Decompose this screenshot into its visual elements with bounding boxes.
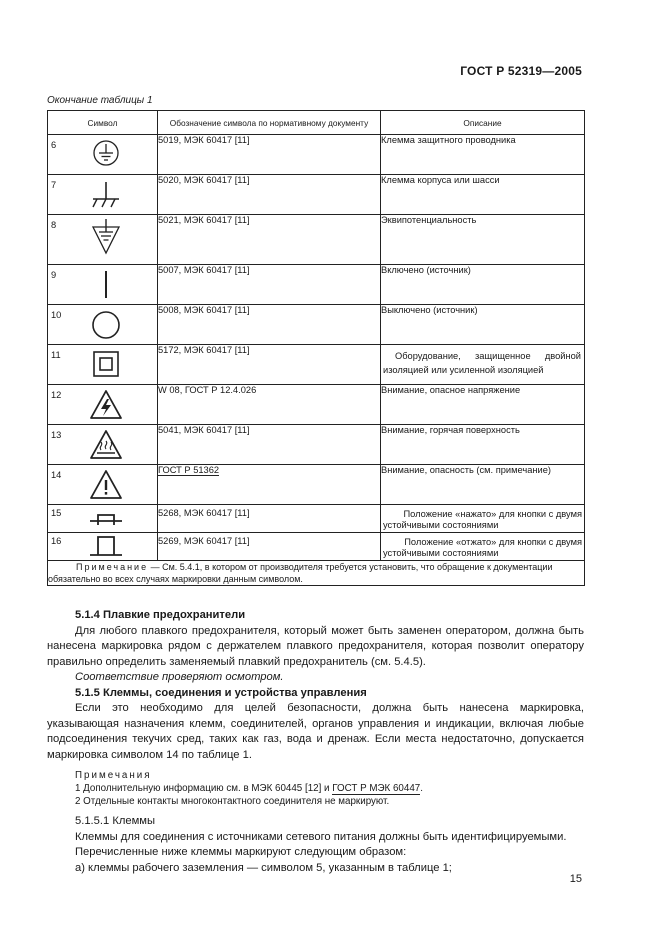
row-number: 10 <box>51 310 62 320</box>
high-voltage-warning-icon <box>88 389 124 421</box>
reference-cell: 5020, МЭК 60417 [11] <box>158 175 381 215</box>
note-item <box>47 782 584 795</box>
button-released-icon <box>88 534 124 558</box>
table-row <box>48 465 585 505</box>
description-cell: Клемма корпуса или шасси <box>381 175 585 215</box>
power-on-icon <box>88 269 124 301</box>
table-row <box>48 215 585 265</box>
double-insulation-icon <box>88 349 124 381</box>
protective-earth-icon <box>88 139 124 171</box>
reference-cell: 5021, МЭК 60417 [11] <box>158 215 381 265</box>
table-row <box>48 505 585 533</box>
row-number: 12 <box>51 390 62 400</box>
header-reference: Обозначение символа по нормативному документу <box>158 111 381 135</box>
row-number: 9 <box>51 270 57 280</box>
table-caption: Окончание таблицы 1 <box>47 95 153 106</box>
reference-cell: 5008, МЭК 60417 [11] <box>158 305 381 345</box>
list-item: а) клеммы рабочего заземления — символом 5, указанным в таблице 1; <box>75 861 452 874</box>
paragraph: Перечисленные ниже клеммы маркируют следующим образом: <box>75 846 407 858</box>
table-header-row <box>48 111 585 135</box>
note-text: — См. 5.4.1, в котором от производителя требуется установить, что обращение к документации обязательно во всех случаях маркировки данным символом. <box>48 562 553 584</box>
table-note <box>48 561 585 586</box>
symbol-cell <box>48 265 158 305</box>
symbol-cell <box>48 215 158 265</box>
description-line: устойчивыми состояниями <box>383 520 499 530</box>
compliance-note: Соответствие проверяют осмотром. <box>75 671 284 683</box>
chassis-ground-icon <box>88 179 124 211</box>
reference-cell: 5269, МЭК 60417 [11] <box>158 533 381 561</box>
table-row <box>48 425 585 465</box>
description-cell: Выключено (источник) <box>381 305 585 345</box>
symbol-cell <box>48 425 158 465</box>
symbol-cell <box>48 175 158 215</box>
subsection-heading: 5.1.5.1 Клеммы <box>75 815 156 827</box>
paragraph: Если это необходимо для целей безопасности, должна быть нанесена маркировка, указывающая назначения клемм, соединителей, органов управления и индикации, включая любые подсоединения текучих сред, таких как газ, вода и дренаж. Если места недостаточно, допускается маркировка символом 14 по таблице 1. <box>47 702 584 761</box>
table-row <box>48 265 585 305</box>
symbol-cell <box>48 385 158 425</box>
symbol-cell <box>48 465 158 505</box>
symbol-cell <box>48 533 158 561</box>
reference-cell: 5268, МЭК 60417 [11] <box>158 505 381 533</box>
symbol-cell <box>48 135 158 175</box>
symbol-cell <box>48 305 158 345</box>
note-item: 2 Отдельные контакты многоконтактного соединителя не маркируют. <box>75 796 390 807</box>
note-text: 1 Дополнительную информацию см. в МЭК 60445 [12] и <box>75 783 333 794</box>
header-description: Описание <box>381 111 585 135</box>
body-text <box>47 608 584 876</box>
description-cell <box>381 533 585 561</box>
caution-warning-icon <box>88 469 124 501</box>
table-row <box>48 135 585 175</box>
description-cell: Эквипотенциальность <box>381 215 585 265</box>
reference-cell: 5007, МЭК 60417 [11] <box>158 265 381 305</box>
symbol-cell <box>48 345 158 385</box>
row-number: 7 <box>51 180 57 190</box>
note-text: . <box>420 783 423 794</box>
header-symbol: Символ <box>48 111 158 135</box>
row-number: 8 <box>51 220 57 230</box>
description-line: устойчивыми состояниями <box>383 548 499 558</box>
power-off-icon <box>88 309 124 341</box>
page-number: 15 <box>569 873 582 885</box>
button-pressed-icon <box>88 506 124 530</box>
description-cell: Клемма защитного проводника <box>381 135 585 175</box>
document-header: ГОСТ Р 52319—2005 <box>460 64 582 78</box>
reference-link[interactable]: ГОСТ Р МЭК 60447 <box>332 783 421 794</box>
description-cell <box>381 505 585 533</box>
description-line: Положение «нажато» для кнопки с двумя <box>403 509 582 519</box>
hot-surface-warning-icon <box>88 429 124 461</box>
row-number: 16 <box>51 536 62 546</box>
reference-cell <box>158 465 381 505</box>
row-number: 11 <box>51 350 61 360</box>
section-heading: 5.1.4 Плавкие предохранители <box>75 609 246 621</box>
table-row <box>48 305 585 345</box>
row-number: 6 <box>51 140 57 150</box>
row-number: 13 <box>51 430 62 440</box>
paragraph: Для любого плавкого предохранителя, который может быть заменен оператором, должна быть нанесена маркировка рядом с держателем плавкого предохранителя, которая позволит оператору правильно определить заменяемый плавкий предохранитель (см. 5.4.5). <box>47 624 584 668</box>
reference-cell: 5019, МЭК 60417 [11] <box>158 135 381 175</box>
reference-cell: W 08, ГОСТ Р 12.4.026 <box>158 385 381 425</box>
reference-link[interactable]: ГОСТ Р 51362 <box>158 465 220 475</box>
paragraph: Клеммы для соединения с источниками сетевого питания должны быть идентифицируемыми. <box>75 830 567 843</box>
row-number: 15 <box>51 508 62 518</box>
table-row <box>48 533 585 561</box>
equipotential-icon <box>88 218 124 258</box>
symbols-table <box>47 110 585 586</box>
description-cell: Включено (источник) <box>381 265 585 305</box>
description-cell: Внимание, опасность (см. примечание) <box>381 465 585 505</box>
row-number: 14 <box>51 470 62 480</box>
notes-heading <box>47 769 584 782</box>
notes-label: Примечания <box>75 770 152 781</box>
symbol-cell <box>48 505 158 533</box>
description-cell: Оборудование, защищенное двойной изоляцией или усиленной изоляцией <box>381 345 585 385</box>
description-line: Положение «отжато» для кнопки с двумя <box>404 537 582 547</box>
reference-cell: 5041, МЭК 60417 [11] <box>158 425 381 465</box>
description-cell: Внимание, горячая поверхность <box>381 425 585 465</box>
note-label: Примечание <box>76 562 149 572</box>
description-cell: Внимание, опасное напряжение <box>381 385 585 425</box>
table-row <box>48 175 585 215</box>
table-row <box>48 345 585 385</box>
table-note-row <box>48 561 585 586</box>
table-row <box>48 385 585 425</box>
reference-cell: 5172, МЭК 60417 [11] <box>158 345 381 385</box>
section-heading: 5.1.5 Клеммы, соединения и устройства управления <box>75 686 367 699</box>
